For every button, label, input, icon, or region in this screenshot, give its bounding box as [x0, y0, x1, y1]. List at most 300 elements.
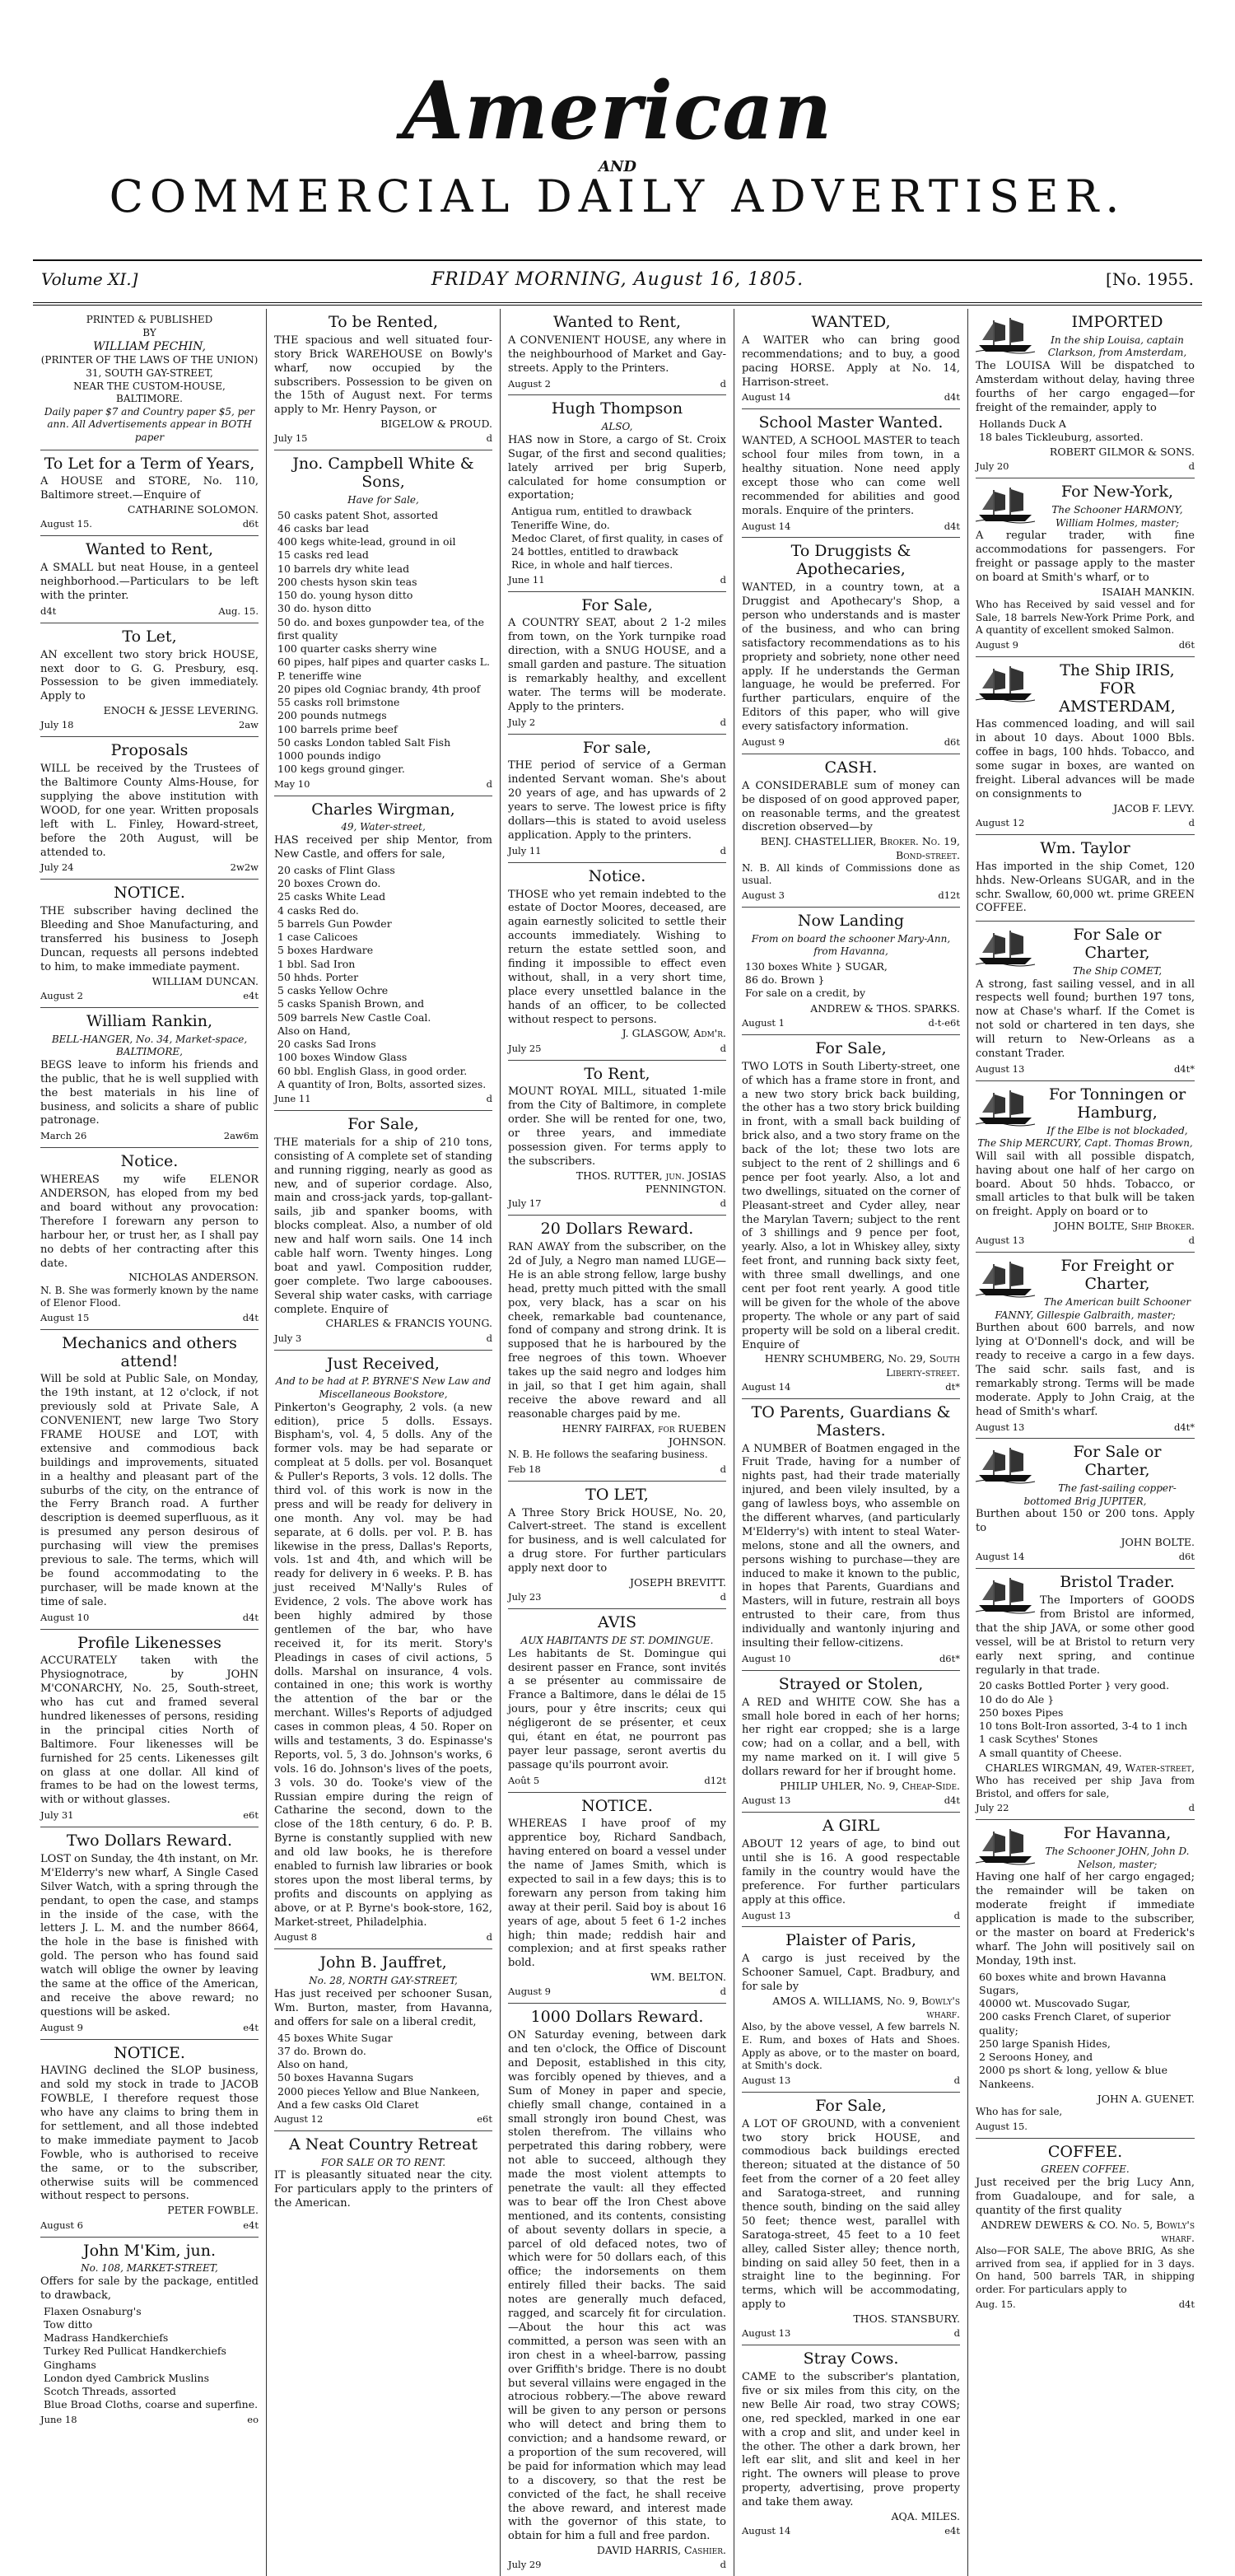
ad-item: Also on Hand, [277, 1024, 351, 1037]
ad-heading: For Sale, [815, 1038, 887, 1057]
ad-footer [40, 861, 259, 874]
ad-subheading: The fast-sailing copper-bottomed Brig JUPITER, [1023, 1482, 1177, 1507]
ad-heading: To Let, [122, 627, 177, 646]
ad-item: 86 do. Brown } [745, 973, 825, 987]
ad-date: May 10 [274, 777, 310, 790]
ad-signature: NICHOLAS ANDERSON. [128, 1271, 259, 1284]
ad-postscript: Also, by the above vessel, A few barrels N. E. Rum, and boxes of Hats and Shoes. Apply as above, or to the master on board, at Smith's dock. [742, 2021, 960, 2072]
ad-date: July 24 [40, 861, 74, 874]
ad-heading: To Let for a Term of Years, [44, 454, 255, 473]
ad-item: 15 casks red lead [277, 548, 369, 562]
advertisement [40, 2040, 259, 2238]
ad-footer [742, 2074, 960, 2087]
ad-date: July 29 [508, 2559, 542, 2571]
advertisement [40, 1630, 259, 1828]
ad-signature: PETER FOWBLE. [167, 2204, 259, 2217]
ad-item: 1000 pounds indigo [277, 749, 381, 763]
ad-body: A CONVENIENT HOUSE, any where in the neighbourhood of Market and Gay-streets. Apply to the Printers. [508, 334, 726, 375]
ad-signature: HENRY FAIRFAX, for RUEBEN JOHNSON. [562, 1421, 726, 1448]
advertisement [976, 1081, 1195, 1253]
ad-insertion-mark: d4t* [1173, 1062, 1195, 1075]
ad-signature: AQA. MILES. [891, 2510, 960, 2523]
ad-item: 130 boxes White } SUGAR, [745, 959, 888, 973]
advertisement [40, 1008, 259, 1148]
ad-insertion-mark: d4t [944, 391, 960, 404]
ad-subheading: BALTIMORE, [116, 1046, 183, 1058]
ad-date: August 13 [976, 1062, 1025, 1075]
ad-heading: NOTICE. [114, 2043, 185, 2062]
ad-item-list [40, 2305, 259, 2412]
ad-body: Will be sold at Public Sale, on Monday, the 19th instant, at 12 o'clock, if not previously sold at Private Sale, A CONVENIENT, new large Two Story FRAME HOUSE and LOT, with extensive and commodious back buildings and improvements, situated in a healthy and pleasant part of the suburbs of the city, on the entrance of the Ferry Branch road. A further description is deemed superfluous, as it is presumed any person desirous of purchasing will view the premises previous to sale. The terms, which will be found accommodating to the purchaser, will be made known at the time of sale. [40, 1373, 259, 1608]
advertisement [976, 835, 1195, 922]
ad-postscript: N. B. She was formerly known by the name of Elenor Flood. [40, 1284, 259, 1309]
ad-insertion-mark: d [720, 1986, 726, 1998]
ad-insertion-mark: d6t [1178, 638, 1195, 651]
ad-date: August 14 [742, 520, 791, 532]
advertisement [742, 409, 960, 538]
ad-heading: Mechanics and others attend! [62, 1333, 237, 1370]
ad-insertion-mark: d [1188, 1234, 1195, 1247]
advertisement [508, 309, 726, 395]
ad-signature: ENOCH & JESSE LEVERING. [103, 704, 259, 717]
ad-date: June 11 [274, 1093, 311, 1105]
ad-signature: JOHN A. GUENET. [1097, 2092, 1195, 2105]
ad-footer [40, 2414, 259, 2426]
ad-body: A SMALL but neat House, in a genteel neighborhood.—Particulars to be left with the printer. [40, 562, 259, 602]
ad-insertion-mark: e4t [944, 2525, 960, 2537]
ad-heading: WANTED, [811, 313, 891, 331]
advertisement [508, 1061, 726, 1216]
ad-body: Pinkerton's Geography, 2 vols. (a new edition), price 5 dolls. Essays. Bispham's, vol. 4, 5 dolls. Any of the former vols. may be had separate or compleat at 5 dolls. per vol. Bosanquet & Puller's Reports, 3 vols. 12 dolls. The third vol. of this work is now in the press and will be ready for delivery in one month. Any vol. may be had separate, at 6 dolls. per vol. P. B. has likewise in the press, Dallas's Reports, vols. 1st and 4th, and which will be ready for delivery in 6 weeks. P. B. has just received M'Nally's Rules of Evidence, 2 vols. The above work has been highly admired by those gentlemen of the bar, who have received it, for its merit. Story's Pleadings in cases of civil actions, 5 dolls. Marshal on insurance, 4 vols. contained in one; this work is worthy the attention of the bar or the merchant. Willes's Reports of adjudged cases in common pleas, 4 50. Roper on wills and testaments, 3 do. Espinasse's Reports, vol. 5, 3 do. Johnson's works, 6 vols. 16 do. Johnson's lives of the poets, 3 vols. 30 do. Tooke's view of the Russian empire during the reign of Catharine the second, down to the close of the 18th century, 6 do. P. B. Byrne is constantly supplied with new and old law books, he is therefore enabled to furnish law libraries or book stores upon the most liberal terms, by profits and discounts on applying as above, or at P. Byrne's book-store, 162, Market-street, Philadelphia. [274, 1401, 492, 1929]
ad-footer [40, 518, 259, 530]
ship-woodcut-icon [976, 1575, 1035, 1613]
ad-item: 100 quarter casks sherry wine [277, 642, 437, 656]
ad-signature: DAVID HARRIS, Cashier. [596, 2544, 726, 2557]
ad-footer [742, 889, 960, 902]
ad-body: IT is pleasantly situated near the city. For particulars apply to the printers of the American. [274, 2169, 492, 2210]
ad-insertion-mark: d [720, 716, 726, 728]
ad-footer [508, 1463, 726, 1476]
ad-date: August 13 [742, 2327, 791, 2340]
ad-insertion-mark: d [720, 844, 726, 856]
ad-item: 250 boxes Pipes [979, 1706, 1064, 1719]
ad-date: Aug. 15. [976, 2298, 1016, 2310]
advertisement [742, 309, 960, 409]
ad-heading: 20 Dollars Reward. [540, 1220, 694, 1239]
column-1 [33, 309, 267, 2576]
printer-line3: (PRINTER OF THE LAWS OF THE UNION) [40, 354, 259, 366]
ad-item-list [976, 1971, 1195, 2091]
ad-date: August 13 [742, 2074, 791, 2086]
ad-insertion-mark: d [953, 1909, 960, 1921]
ad-subheading: No. 108, MARKET-STREET, [81, 2262, 218, 2275]
ad-footer [742, 2525, 960, 2537]
ad-footer [508, 1775, 726, 1787]
ad-insertion-mark: d [720, 573, 726, 586]
ad-heading: NOTICE. [581, 1796, 653, 1815]
ad-item: 60 pipes, half pipes and quarter casks L. P. teneriffe wine [277, 656, 490, 682]
ad-heading: To be Rented, [329, 313, 438, 331]
ad-heading: Notice. [120, 1152, 179, 1171]
ad-body: WANTED, in a country town, at a Druggist and Apothecary's Shop, a person who understands and is master of the business, and who can bring satisfactory recommendations as to his propriety and sobriety, none other need apply. If he understands the German language, he would be preferred. For further particulars, enquire of the Editors of this paper, who will give every satisfactory information. [742, 581, 960, 734]
advertisement [40, 1330, 259, 1630]
ad-item: 20 boxes Crown do. [277, 877, 381, 890]
ad-date: August 14 [742, 391, 791, 404]
ad-heading: Profile Likenesses [77, 1633, 221, 1652]
ad-insertion-mark: d [720, 1042, 726, 1054]
ad-date: August 13 [742, 1909, 791, 1921]
ad-insertion-mark: d [1188, 1802, 1195, 1814]
ad-item: 100 kegs ground ginger. [277, 763, 405, 776]
ad-item: 200 chests hyson skin teas [277, 575, 417, 588]
ad-body: A CONSIDERABLE sum of money can be disposed of on good approved paper, on reasonable terms, and the greatest discretion observed—by [742, 779, 960, 834]
ship-woodcut-icon [976, 485, 1035, 523]
ad-item-list [976, 418, 1195, 445]
ad-date: August 6 [40, 2219, 83, 2231]
ad-signature: HENRY SCHUMBERG, No. 29, South Liberty-street. [764, 1352, 960, 1379]
advertisement [976, 922, 1195, 1081]
advertisement [508, 2004, 726, 2576]
ad-item: 20 casks of Flint Glass [277, 863, 395, 876]
ad-body: CAME to the subscriber's plantation, five or six miles from this city, on the new Belle Air road, two stray COWS; one, red speckled, marked in one ear with a crop and slit, and under keel in the other. The other a dark brown, her left ear slit, and slit and keel in her right. The owners will please to prove property, advertising, prove property and take them away. [742, 2371, 960, 2509]
ad-body: THE subscriber having declined the Bleeding and Shoe Manufacturing, and transferred his business to Joseph Duncan, requests all persons indebted to him, to make immediate payment. [40, 905, 259, 973]
ad-item-list [508, 505, 726, 572]
ad-item: Turkey Red Pullicat Handkerchiefs [44, 2345, 226, 2358]
ad-heading: TO Parents, Guardians & Masters. [751, 1402, 951, 1440]
ad-insertion-mark: eo [247, 2413, 259, 2425]
ad-item: 50 boxes Havanna Sugars [277, 2071, 414, 2084]
ad-signature: PHILIP UHLER, No. 9, Cheap-Side. [780, 1780, 960, 1793]
ad-date: March 26 [40, 1130, 87, 1142]
ad-body: Has just received per schooner Susan, Wm. Burton, master, from Havanna, and offers for sale on a liberal credit, [274, 1987, 492, 2028]
ad-item: Hollands Duck A [979, 417, 1066, 430]
ad-subheading: If the Elbe is not blockaded, The Ship MERCURY, Capt. Thomas Brown, [977, 1124, 1193, 1150]
ad-body: ON Saturday evening, between dark and ten o'clock, the Office of Discount and Deposit, established in this city, was forcibly opened by thieves, and a Sum of Money in paper and specie, chiefly small change, contained in a small strongly iron bound Chest, was stolen therefrom. The villains who perpetrated this daring robbery, were not able to succeed, although they made the most violent attempts to penetrate the vault: all they effected was to bear off the Iron Chest above mentioned, and its contents, consisting of about seventy dollars in specie, a parcel of old defaced notes, two of which were for 50 dollars each, of this office; the indorsements on them entirely filled their backs. The said notes are generally much defaced, ragged, and scarcely fit for circulation.—About the hour this act was committed, a person was seen with an iron chest in a wheel-barrow, passing over Griffith's bridge. There is no doubt but several villains were engaged in the atrocious robbery.—The above reward will be given to any person or persons who will detect and bring them to conviction; and a handsome reward, or a proportion of the sum recovered, will be paid for information which may lead to a discovery, so that the rest be convicted of the fact, he shall receive the above reward, and interest made with the governor of this state, to obtain for him a full and free pardon. [508, 2029, 726, 2543]
ad-subheading: GREEN COFFEE. [1041, 2163, 1130, 2176]
ad-date: July 23 [508, 1591, 542, 1603]
ad-insertion-mark: d [953, 2074, 960, 2086]
ad-footer [508, 716, 726, 729]
ad-footer [508, 1591, 726, 1603]
ad-item: 5 boxes Hardware [277, 944, 374, 957]
ad-date: August 15. [40, 518, 92, 530]
ad-item: Medoc Claret, of first quality, in cases of 24 bottles, entitled to drawback [511, 531, 723, 558]
ad-date: August 9 [742, 735, 785, 748]
ad-date: Août 5 [508, 1774, 540, 1786]
advertisement [508, 592, 726, 735]
ad-date: August 12 [976, 816, 1025, 828]
ad-footer [40, 1312, 259, 1324]
ad-body: TWO LOTS in South Liberty-street, one of which has a frame store in front, and a new two story brick back building, the other has a two story brick building in front, with a small back building of brick also, and a two story frame on the back of the lot; these two lots are subject to the rent of 2 shillings and 6 pence per foot yearly. Also, a lot and two dwellings, situated on the corner of Pleasant-street and Cyder alley, near the Marylan Tavern; subject to the rent of 3 shillings and 9 pence per foot, yearly. Also, a lot in Whiskey alley, sixty feet front, and running back sixty feet, with three small dwellings, and one cent per foot rent yearly. A good title will be given for the whole of the above property. The whole or any part of said property will be sold on a liberal credit. Enquire of [742, 1060, 960, 1351]
ad-insertion-mark: d [720, 1197, 726, 1210]
ad-item: 2000 ps short & long, yellow & blue Nankeens. [979, 2064, 1167, 2090]
ad-item: 37 do. Brown do. [277, 2044, 366, 2057]
advertisement [40, 1148, 259, 1329]
ad-insertion-mark: d12t [938, 889, 960, 901]
printer-location: NEAR THE CUSTOM-HOUSE, BALTIMORE. [73, 380, 226, 405]
ad-item: 1 cask Scythes' Stones [979, 1733, 1098, 1746]
ad-item: 250 large Spanish Hides, [979, 2037, 1111, 2050]
ad-body: THOSE who yet remain indebted to the estate of Doctor Moores, deceased, are again earnestly solicited to settle their accounts immediately. Wishing to return the estate settled soon, and finding it impossible to effect even without, shall, in a very short time, place every unsettled balance in the hands of an officer, to be collected without respect to persons. [508, 888, 726, 1026]
ad-body: WILL be received by the Trustees of the Baltimore County Alms-House, for supplying the above institution with WOOD, for one year. Written proposals left with L. Finley, Howard-street, before the 20th August, will be attended to. [40, 763, 259, 859]
advertisement [508, 735, 726, 863]
ad-heading: Jno. Campbell White & Sons, [292, 455, 474, 492]
advertisement [976, 1253, 1195, 1439]
ad-signature: WM. BELTON. [650, 1971, 726, 1984]
advertisement [742, 2093, 960, 2346]
ad-date: July 31 [40, 1809, 74, 1822]
ad-heading: Notice. [588, 866, 646, 885]
ad-footer [508, 1043, 726, 1055]
ad-postscript: Who has Received by said vessel and for Sale, 18 barrels New-York Prime Pork, and A quantity of excellent smoked Salmon. [976, 599, 1195, 637]
ad-body: THE spacious and well situated four-story Brick WAREHOUSE on Bowly's wharf, now occupied by the subscribers. Possession to be given on the 15th of August next. For terms apply to Mr. Henry Payson, or [274, 334, 492, 417]
ad-heading: Proposals [110, 741, 189, 760]
masthead-title: American [402, 64, 833, 157]
ad-footer [508, 1197, 726, 1210]
ad-item: London dyed Cambrick Muslins [44, 2371, 209, 2384]
ad-footer [40, 1612, 259, 1624]
advertisement [508, 1216, 726, 1481]
ad-date: July 11 [508, 844, 542, 856]
ad-item-list [274, 2032, 492, 2112]
ad-body: MOUNT ROYAL MILL, situated 1-mile from the City of Baltimore, in complete order. She will be rented for one, two, or three years, and immediate possession given. For terms apply to the subscribers. [508, 1085, 726, 1168]
advertisement [976, 1569, 1195, 1820]
ad-signature: CATHARINE SOLOMON. [127, 503, 259, 516]
ad-footer [274, 778, 492, 791]
ad-body: A WAITER who can bring good recommendations; and to buy, a good pacing HORSE. Apply at No. 14, Harrison-street. [742, 334, 960, 389]
ad-date: July 18 [40, 719, 74, 731]
ad-insertion-mark: d [720, 1463, 726, 1475]
column-2 [267, 309, 501, 2576]
ad-date: June 11 [508, 573, 545, 586]
ad-signature: ANDREW DEWERS & CO. No. 5, Bowly's wharf. [981, 2218, 1195, 2244]
ad-subheading: AUX HABITANTS DE ST. DOMINGUE. [520, 1635, 714, 1647]
ad-item: 10 tons Bolt-Iron assorted, 3-4 to 1 inch [979, 1720, 1188, 1733]
ad-heading: School Master Wanted. [758, 413, 944, 432]
ad-footer [508, 2559, 726, 2571]
ad-date: August 8 [274, 1931, 317, 1944]
ad-signature: JACOB F. LEVY. [1113, 801, 1195, 814]
ad-date: August 1 [742, 1016, 785, 1029]
ad-heading: Wanted to Rent, [552, 313, 682, 331]
ad-item: 20 casks Bottled Porter } very good. [979, 1679, 1170, 1692]
ad-item: Tow ditto [44, 2317, 93, 2331]
ad-insertion-mark: d6t [944, 735, 960, 748]
ad-item: 18 bales Tickleuburg, assorted. [979, 430, 1144, 443]
ad-subheading: FOR SALE OR TO RENT. [320, 2156, 446, 2168]
ad-body: ACCURATELY taken with the Physiognotrace, by JOHN M'CONARCHY, No. 25, South-street, who has cut and framed several hundred likenesses of persons, residing in the principal cities North of Baltimore. Four likenesses will be furnished for 25 cents. Likenesses gilt on glass at one dollar. All kind of frames to be had on the lowest terms, with or without glasses. [40, 1654, 259, 1807]
column-3 [501, 309, 734, 2576]
ad-body: RAN AWAY from the subscriber, on the 2d of July, a Negro man named LUGE—He is an able strong fellow, large bushy head, pretty much pitted with the small pox, very black, has a scar on his cheek, remarkable bad countenance, fond of company and strong drink. It is supposed that he is harboured by the free negroes of this town. Whoever takes up the said negro and lodges him in jail, so that I get him again, shall receive the above reward and all reasonable charges paid by me. [508, 1241, 726, 1421]
ad-insertion-mark: 2aw6m [223, 1130, 259, 1142]
ad-body: Burthen about 600 barrels, and now lying at O'Donnell's dock, and will be ready to receive a cargo in a few days. The said schr. sails fast, and is remarkably strong. Terms will be made moderate. Apply to John Craig, at the head of Smith's wharf. [976, 1322, 1195, 1418]
ad-insertion-mark: d4t [944, 520, 960, 532]
advertisement [40, 880, 259, 1007]
ad-body: ABOUT 12 years of age, to bind out until she is 16. A good respectable family in the country would have the preference. For further particulars apply at this office. [742, 1838, 960, 1906]
ad-footer [976, 639, 1195, 651]
ad-footer [976, 1802, 1195, 1814]
ad-date: July 17 [508, 1197, 542, 1210]
issue-number: [No. 1955. [1106, 269, 1194, 289]
ad-insertion-mark: d [486, 1931, 492, 1944]
ad-heading: Charles Wirgman, [311, 800, 455, 819]
ad-date: August 14 [742, 2525, 791, 2537]
ad-date: August 2 [40, 989, 83, 1001]
ad-footer [742, 736, 960, 749]
ad-item: For sale on a credit, by [745, 987, 866, 1000]
ad-footer [40, 2219, 259, 2232]
advertisement [742, 1927, 960, 2092]
ad-footer [742, 391, 960, 404]
ad-body: Has imported in the ship Comet, 120 hhds. New-Orleans SUGAR, and in the schr. Swallow, 60,000 wt. prime GREEN COFFEE. [976, 860, 1195, 915]
ad-heading: Plaister of Paris, [785, 1931, 916, 1950]
dateline [33, 259, 1202, 306]
ad-item: 20 casks Sad Irons [277, 1038, 376, 1051]
ad-body: Having one half of her cargo engaged; the remainder will be taken on moderate freight if immediate application is made to the subscriber, or the master on board at Frederick's wharf. The John will positively sail on Monday, 19th inst. [976, 1871, 1195, 1967]
ad-body: The LOUISA Will be dispatched to Amsterdam without delay, having three fourths of her cargo engaged—for freight of the remainder, apply to [976, 360, 1195, 414]
ad-insertion-mark: d12t [704, 1774, 726, 1786]
ad-item: Scotch Threads, assorted [44, 2385, 176, 2398]
issue-date: FRIDAY MORNING, August 16, 1805. [431, 269, 804, 290]
ad-body: A HOUSE and STORE, No. 110, Baltimore street.—Enquire of [40, 475, 259, 502]
ad-body: LOST on Sunday, the 4th instant, on Mr. M'Elderry's new wharf, A Single Cased Silver Watch, with a spring through the pendant, to open the case, and stamps in the inside of the case, with the letters J. L. M. and the number 8664, the hole in the base is finished with gold. The person who has found said watch will oblige the owner by leaving the same at the office of the American, and receive the above reward; no questions will be asked. [40, 1852, 259, 2018]
ad-footer [976, 1234, 1195, 1247]
ad-body: A COUNTRY SEAT, about 2 1-2 miles from town, on the York turnpike road direction, with a SNUG HOUSE, and a small garden and pasture. The situation is remarkably healthy, and excellent water. The terms will be moderate. Apply to the printers. [508, 617, 726, 713]
ad-insertion-mark: e6t [477, 2113, 492, 2126]
ad-signature: THOS. STANSBURY. [853, 2312, 960, 2326]
ad-footer [274, 1332, 492, 1345]
ad-item-list [274, 509, 492, 777]
ad-date: August 10 [40, 1611, 90, 1623]
ad-body: THE materials for a ship of 210 tons, consisting of A complete set of standing and running rigging, nearly as good as new, and of superior cordage. Also, main and cross-jack yards, top-gallant-sails, jib and spanker booms, with blocks compleat. Also, a number of old new and half worn sails. One 14 inch cable half worn. Twenty hinges. Long boat and yawl. Composition rudder, goer complete. Two large caboouses. Several ship water casks, with carriage complete. Enquire of [274, 1136, 492, 1316]
advertisement [742, 754, 960, 908]
ad-footer [274, 2113, 492, 2126]
ad-heading: For Havanna, [1063, 1824, 1172, 1843]
masthead-subtitle: COMMERCIAL DAILY ADVERTISER. [109, 170, 1126, 222]
ad-heading: To Druggists & Apothecaries, [790, 542, 911, 579]
ad-signature: CHARLES WIRGMAN, 49, Water-street, [985, 1761, 1195, 1774]
ad-heading: AVIS [597, 1613, 637, 1632]
ad-item-list [742, 960, 960, 1001]
ad-heading: John M'Kim, jun. [82, 2241, 217, 2260]
ad-postscript: N. B. All kinds of Commissions done as usual. [742, 861, 960, 887]
ad-date: August 13 [976, 1421, 1025, 1433]
ad-footer [274, 432, 492, 445]
ad-item: 40000 wt. Muscovado Sugar, [979, 1997, 1130, 2010]
ad-body: THE period of service of a German indented Servant woman. She's about 20 years of age, and has upwards of 2 years to serve. The lowest price is fifty dollars—this is stated to avoid useless application. Apply to the printers. [508, 759, 726, 842]
advertisement [274, 1949, 492, 2131]
ad-heading: IMPORTED [1071, 313, 1163, 331]
ad-date: d4t [40, 604, 57, 617]
advertisement [742, 1399, 960, 1671]
ad-item: 50 hhds. Porter [277, 970, 359, 983]
ad-signature: CHARLES & FRANCIS YOUNG. [325, 1317, 492, 1330]
ad-signature: BENJ. CHASTELLIER, Broker. No. 19, Bond-street. [760, 835, 960, 861]
ad-date: August 10 [742, 1652, 791, 1664]
ad-date: July 3 [274, 1332, 302, 1344]
ad-heading: John B. Jauffret, [319, 1953, 447, 1972]
ad-heading: Two Dollars Reward. [66, 1832, 233, 1850]
ad-insertion-mark: d [720, 1591, 726, 1603]
ad-footer [40, 1130, 259, 1142]
ad-footer [508, 574, 726, 586]
advertisement [976, 657, 1195, 835]
ad-insertion-mark: e4t [243, 2021, 259, 2033]
ad-heading: Now Landing [797, 911, 905, 930]
ad-heading: For Sale or Charter, [1073, 926, 1162, 963]
ad-insertion-mark: 2aw [238, 719, 259, 731]
ad-body: A regular trader, with fine accommodations for passengers. For freight or passage apply to the master on board at Smith's wharf, or to [976, 530, 1195, 584]
ad-item: Flaxen Osnaburg's [44, 2304, 142, 2317]
ad-body: HAS now in Store, a cargo of St. Croix Sugar, of the first and second qualities; lately arrived per brig Superb, calculated for home consumption or exportation; [508, 433, 726, 502]
advertisement [40, 623, 259, 738]
ad-signature: ROBERT GILMOR & SONS. [1049, 446, 1195, 459]
advertisement [274, 1111, 492, 1351]
ad-date: August 9 [976, 638, 1018, 651]
ad-insertion-mark: d [720, 377, 726, 390]
ad-footer [742, 520, 960, 533]
ad-item: Blue Broad Cloths, coarse and superfine. [44, 2398, 259, 2411]
ad-item: 20 pipes old Cogniac brandy, 4th proof [277, 682, 481, 695]
ad-signature: AMOS A. WILLIAMS, No. 9, Bowly's wharf. [772, 1994, 960, 2021]
ad-insertion-mark: d [486, 432, 492, 445]
ad-body: Les habitants de St. Domingue qui desirent passer en France, sont invités a se présenter au commissaire de France a Baltimore, dans le délai de 15 jours, pour y être inscrits; ceux qui négligeront de se présenter, et ceux qui, étant en état, ne pourront pas payer leur passage, seront avertis du passage qu'ils pourront avoir. [508, 1647, 726, 1771]
ad-date: July 22 [976, 1802, 1009, 1814]
ad-signature: JOSEPH BREVITT. [630, 1575, 726, 1589]
ad-signature: BIGELOW & PROUD. [380, 418, 492, 431]
advertisement [40, 737, 259, 880]
ad-postscript: N. B. He follows the seafaring business. [508, 1449, 708, 1461]
ad-footer [976, 460, 1195, 473]
ad-date: July 2 [508, 716, 536, 728]
ad-heading: Just Received, [327, 1354, 440, 1373]
ad-item: 50 casks London tabled Salt Fish [277, 735, 451, 749]
ad-item: 1 case Calicoes [277, 931, 358, 944]
ad-date: August 13 [976, 1234, 1025, 1247]
ad-heading: CASH. [824, 758, 878, 777]
ad-insertion-mark: d [486, 1093, 492, 1105]
ad-insertion-mark: d4t [242, 1311, 259, 1323]
ship-woodcut-icon [976, 1827, 1035, 1864]
ad-body: Has commenced loading, and will sail in about 10 days. About 1000 Bbls. coffee in bags, 100 hhds. Tobacco, and some sugar in boxes, are wanted on freight. Liberal advances will be made on consignments to [976, 718, 1195, 800]
ad-body: The Importers of GOODS from Bristol are informed, that the ship JAVA, or some other good vessel, will be at Bristol to return very early next spring, and continue regularly in that trade. [976, 1594, 1195, 1677]
ad-body: HAS received per ship Mentor, from New Castle, and offers for sale, [274, 834, 492, 861]
ad-item-list [976, 1679, 1195, 1760]
advertisement [742, 538, 960, 754]
ad-body: AN excellent two story brick HOUSE, next door to G. G. Presbury, esq. Possession to be given immediately. Apply to [40, 648, 259, 703]
ad-footer [976, 1063, 1195, 1076]
ad-item: 10 do do Ale } [979, 1692, 1055, 1706]
ad-footer [742, 1910, 960, 1922]
ad-item: 150 do. young hyson ditto [277, 589, 413, 602]
ad-subheading: ALSO, [601, 421, 633, 433]
ad-signature: JOHN BOLTE. [1121, 1536, 1195, 1549]
column-5 [968, 309, 1202, 2576]
ad-postscript: Who has for sale, [976, 2106, 1063, 2118]
ad-insertion-mark: d6t [1178, 1551, 1195, 1563]
ad-footer [742, 1381, 960, 1393]
ad-item: 46 casks bar lead [277, 521, 369, 534]
ad-item: And a few casks Old Claret [277, 2098, 419, 2111]
ad-heading: William Rankin, [86, 1011, 213, 1030]
column-4 [734, 309, 968, 2576]
ad-heading: For Sale, [815, 2096, 887, 2115]
ad-footer [40, 719, 259, 731]
ad-signature: ANDREW & THOS. SPARKS. [810, 1001, 960, 1015]
ad-footer [742, 1653, 960, 1665]
ad-footer [976, 1421, 1195, 1434]
ship-woodcut-icon [976, 1259, 1035, 1297]
